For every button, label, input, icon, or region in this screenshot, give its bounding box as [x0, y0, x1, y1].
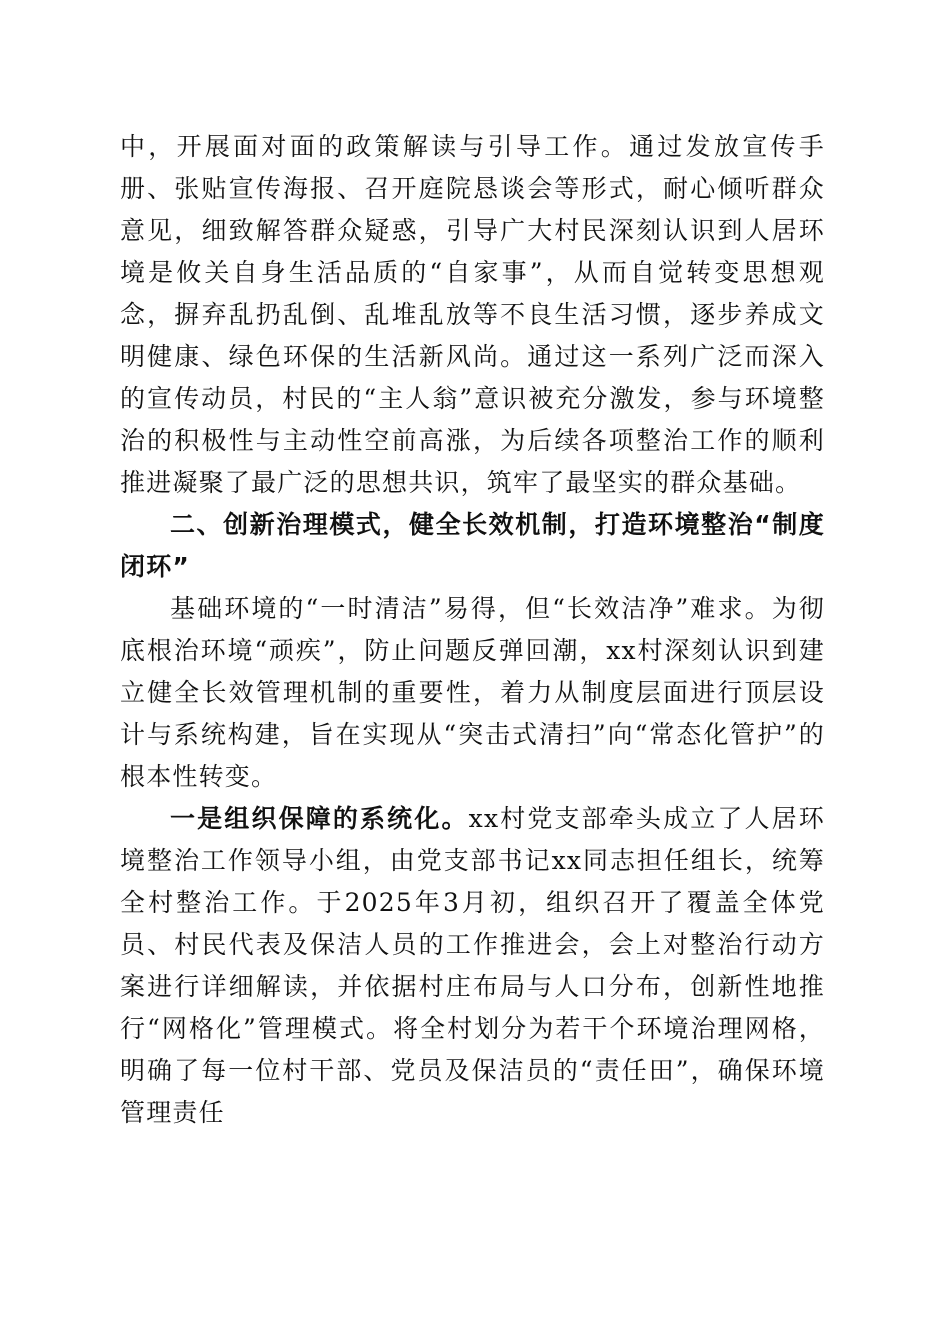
paragraph-organizational-guarantee: [120, 798, 825, 1134]
section-heading-text: 二、创新治理模式，健全长效机制，打造环境整治“制度闭环”: [120, 510, 825, 581]
paragraph-lead-phrase: 一是组织保障的系统化。: [170, 804, 469, 833]
section-heading-two: [120, 504, 825, 588]
paragraph-text: xx村党支部牵头成立了人居环境整治工作领导小组，由党支部书记xx同志担任组长，统筹全村整治工作。于2025年3月初，组织召开了覆盖全体党员、村民代表及保洁人员的工作推进会，会上对整治行动方案进行详细解读，并依据村庄布局与人口分布，创新性地推行“网格化”管理模式。将全村划分为若干个环境治理网格，明确了每一位村干部、党员及保洁员的“责任田”，确保环境管理责任: [120, 804, 826, 1127]
paragraph-publicity-continuation: [120, 126, 825, 504]
paragraph-text: 中，开展面对面的政策解读与引导工作。通过发放宣传手册、张贴宣传海报、召开庭院恳谈会等形式，耐心倾听群众意见，细致解答群众疑惑，引导广大村民深刻认识到人居环境是攸关自身生活品质的“自家事”，从而自觉转变思想观念，摒弃乱扔乱倒、乱堆乱放等不良生活习惯，逐步养成文明健康、绿色环保的生活新风尚。通过这一系列广泛而深入的宣传动员，村民的“主人翁”意识被充分激发，参与环境整治的积极性与主动性空前高涨，为后续各项整治工作的顺利推进凝聚了最广泛的思想共识，筑牢了最坚实的群众基础。: [120, 132, 825, 497]
paragraph-long-term-mechanism: [120, 588, 825, 798]
paragraph-text: 基础环境的“一时清洁”易得，但“长效洁净”难求。为彻底根治环境“顽疾”，防止问题反弹回潮，xx村深刻认识到建立健全长效管理机制的重要性，着力从制度层面进行顶层设计与系统构建，旨在实现从“突击式清扫”向“常态化管护”的根本性转变。: [120, 594, 825, 791]
document-body: [120, 126, 825, 1134]
